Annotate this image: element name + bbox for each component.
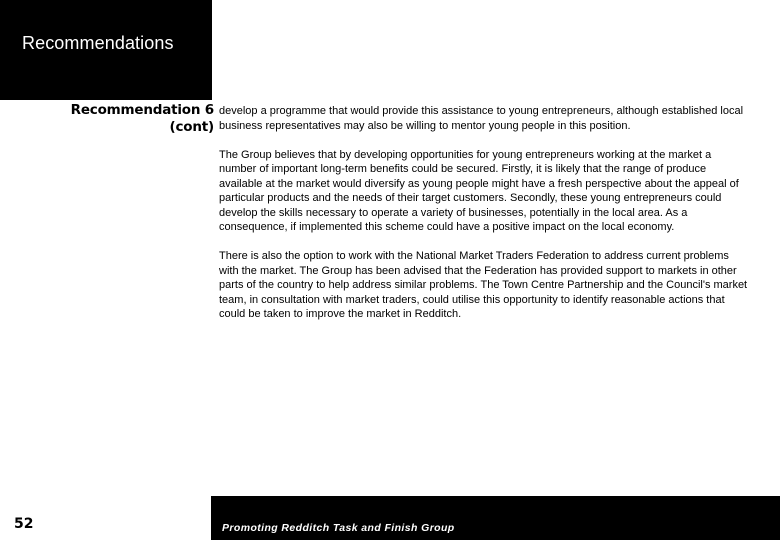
paragraph-1: develop a programme that would provide this assistance to young entrepreneurs, although established local business representatives may also be willing to mentor young people in this position. bbox=[219, 105, 744, 132]
page-number: 52 bbox=[14, 516, 34, 532]
footer-group-name: Promoting Redditch Task and Finish Group bbox=[222, 522, 455, 534]
recommendation-label bbox=[71, 102, 214, 136]
footer-bar bbox=[211, 496, 780, 540]
recommendation-continued: (cont) bbox=[169, 119, 214, 135]
section-header-block bbox=[0, 0, 212, 100]
section-title: Recommendations bbox=[22, 33, 174, 53]
paragraph-2: The Group believes that by developing opportunities for young entrepreneurs working at the market a number of important long-term benefits could be secured. Firstly, it is likely that the range of produce available at the market would diversify as young people might have a fresh perspective about the appeal of particular products and the needs of their target customers. Secondly, these young entrepreneurs could develop the skills necessary to operate a variety of businesses, potentially in the local area. As a consequence, if implemented this scheme could have a positive impact on the local economy. bbox=[219, 148, 739, 233]
paragraph-3: There is also the option to work with the National Market Traders Federation to address current problems with the market. The Group has been advised that the Federation has provided support to markets in other parts of the country to help address similar problems. The Town Centre Partnership and the Council's market team, in consultation with market traders, could utilise this opportunity to identify reasonable actions that could be taken to improve the market in Redditch. bbox=[219, 250, 748, 320]
body-text bbox=[219, 104, 749, 336]
recommendation-number: Recommendation 6 bbox=[70, 102, 214, 118]
